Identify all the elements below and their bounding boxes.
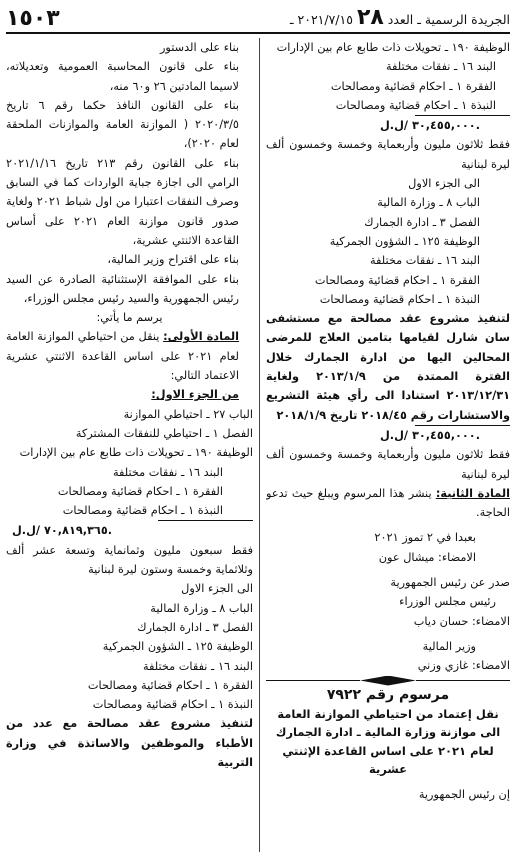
article-two: [266, 484, 510, 523]
issued-by: صدر عن رئيس الجمهورية: [390, 576, 510, 590]
preamble-line: بناء على الدستور: [159, 41, 239, 54]
budget-line: النبذة ١ ـ احكام قضائية ومصالحات: [335, 98, 496, 112]
finance-minister-title: وزير المالية: [422, 639, 476, 653]
budget-line: البند ١٦ ـ نفقات مختلفة: [112, 465, 223, 479]
article-one-label: المادة الأولى:: [163, 330, 240, 344]
pm-title: رئيس مجلس الوزراء: [399, 595, 496, 609]
article-one-text: ينقل من احتياطي الموازنة العامة لعام ٢٠٢١ على اساس القاعدة الاثنتي عشرية الاعتماد التالي:: [6, 330, 239, 383]
decree-subtitle: لعام ٢٠٢١ على اساس القاعدة الإثنتي عشرية: [282, 743, 494, 777]
budget-line: الفقرة ١ ـ احكام قضائية ومصالحات: [314, 273, 480, 287]
issue-date: ٢٠٢١/٧/١٥ ـ: [289, 12, 353, 27]
place-date: بعبدا في ٢ تموز ٢٠٢١: [374, 531, 476, 545]
article-two-label: المادة الثانية:: [435, 486, 510, 500]
preamble-line: بناء على القانون رقم ٢١٣ تاريخ ٢٠٢١/١/١٦ الرامي الى اجازة جباية الواردات كما في السابق وصرف النفقات اعتبارا من اول شباط ٢٠٢١ ولغاية صدور قانون موازنة العام ٢٠٢١ على أساس القاعدة الاثنتي عشرية،: [6, 156, 239, 247]
amount-value: ٣٠,٤٥٥,٠٠٠ /ل.ل.: [379, 119, 480, 133]
amount-value: ٣٠,٤٥٥,٠٠٠ /ل.ل.: [379, 428, 480, 442]
budget-line: الوظيفة ١٢٥ ـ الشؤون الجمركية: [329, 234, 480, 248]
budget-line: النبذة ١ ـ احكام قضائية ومصالحات: [92, 698, 253, 712]
budget-line: الفقرة ١ ـ احكام قضائية ومصالحات: [57, 484, 223, 498]
decree-subtitle: نقل إعتماد من احتياطي الموازنة العامة: [277, 706, 499, 721]
amount-words: فقط سبعون مليون وثمانماية وتسعة عشر ألف وثلاثماية وخمسة وستون ليرة لبنانية: [6, 543, 253, 577]
preamble-line: بناء على القانون النافذ حكما رقم ٦ تاريخ ٢٠٢٠/٣/٥ ( الموازنة العامة والموازنات الملحقة لعام ٢٠٢٠)،: [6, 98, 239, 151]
amount-words: فقط ثلاثون مليون وأربعماية وخمسة وخمسون ألف ليرة لبنانية: [266, 448, 510, 481]
budget-line: الفصل ١ ـ احتياطي للنفقات المشتركة: [75, 426, 253, 440]
diamond-ornament: [360, 676, 416, 686]
purpose-text: لتنفيذ مشروع عقد مصالحة مع مستشفى سان شارل لقيامها بتامين العلاج للمرضى المحالين اليها من ادارة الجمارك خلال الفترة الممتدة من ٢٠١٣/١/٩ ولغاية ٢٠١٣/١٢/٣١ استنادا الى رأي هيئة التشريع والاستشارات رقم ٢٠١٨/٤٥ تاريخ ٢٠١٨/١/٩: [266, 312, 510, 422]
signature-pm: الامضاء: حسان دياب: [413, 614, 510, 628]
signature-finance: الامضاء: غازي وزني: [417, 659, 510, 673]
amount-value: ٧٠,٨١٩,٣٦٥ /ل.ل.: [12, 524, 113, 538]
purpose-text: لتنفيذ مشروع عقد مصالحة مع عدد من الأطباء والموظفين والاساتذة في وزارة التربية: [6, 717, 253, 769]
budget-line: البند ١٦ ـ نفقات مختلفة: [369, 254, 480, 268]
budget-line: الوظيفة ١٩٠ ـ تحويلات ذات طابع عام بين الإدارات: [19, 446, 253, 460]
decrees-line: يرسم ما يأتي:: [96, 311, 163, 325]
budget-line: البند ١٦ ـ نفقات مختلفة: [142, 659, 253, 673]
column-divider: [259, 38, 260, 852]
budget-line: النبذة ١ ـ احكام قضائية ومصالحات: [319, 292, 480, 306]
budget-line: الى الجزء الاول: [408, 177, 480, 191]
preamble-line: بناء على اقتراح وزير المالية،: [107, 253, 239, 267]
president-line: إن رئيس الجمهورية: [418, 787, 510, 801]
budget-line: الباب ٢٧ ـ احتياطي الموازنة: [123, 407, 253, 421]
left-column: [6, 38, 253, 856]
preamble-line: بناء على الموافقة الإستثنائية الصادرة عن السيد رئيس الجمهورية والسيد رئيس مجلس الوزراء،: [6, 272, 239, 305]
budget-line: الى الجزء الاول: [181, 582, 253, 596]
budget-line: الفقرة ١ ـ احكام قضائية ومصالحات: [87, 678, 253, 692]
budget-line: الباب ٨ ـ وزارة المالية: [377, 196, 480, 210]
decree-subtitle: الى موازنة وزارة المالية ـ ادارة الجمارك: [275, 725, 501, 740]
article-two-text: ينشر هذا المرسوم ويبلغ حيث تدعو الحاجة.: [266, 486, 510, 520]
budget-line: الباب ٨ ـ وزارة المالية: [150, 601, 253, 615]
decree-title: مرسوم رقم ٧٩٢٢: [326, 686, 450, 703]
gazette-title: الجريدة الرسمية ـ العدد: [387, 12, 510, 27]
budget-line: الفصل ٣ ـ ادارة الجمارك: [364, 215, 480, 229]
amount-words: فقط ثلاثون مليون وأربعماية وخمسة وخمسون ألف ليرة لبنانية: [266, 138, 510, 171]
page-number: ١٥٠٣: [6, 6, 60, 31]
page-header: [6, 4, 510, 34]
budget-line: الفقرة ١ ـ احكام قضائية ومصالحات: [330, 79, 496, 93]
budget-line: الفصل ٣ ـ ادارة الجمارك: [137, 620, 253, 634]
signature-president: الامضاء: ميشال عون: [378, 550, 476, 564]
budget-line: الوظيفة ١٩٠ ـ تحويلات ذات طابع عام بين الإدارات: [276, 41, 510, 54]
section-separator: [266, 676, 510, 686]
article-one: [6, 327, 253, 385]
header-title-block: [290, 7, 510, 32]
from-part-heading: من الجزء الاول:: [151, 388, 239, 402]
preamble-line: بناء على قانون المحاسبة العمومية وتعديلاته، لاسيما المادتين ٢٦ و٦٠ منه،: [6, 60, 239, 93]
budget-line: البند ١٦ ـ نفقات مختلفة: [385, 60, 496, 74]
right-column: [266, 38, 510, 856]
issue-number: ٢٨: [356, 5, 384, 30]
budget-line: الوظيفة ١٢٥ ـ الشؤون الجمركية: [102, 640, 253, 654]
budget-line: النبذة ١ ـ احكام قضائية ومصالحات: [62, 504, 223, 518]
